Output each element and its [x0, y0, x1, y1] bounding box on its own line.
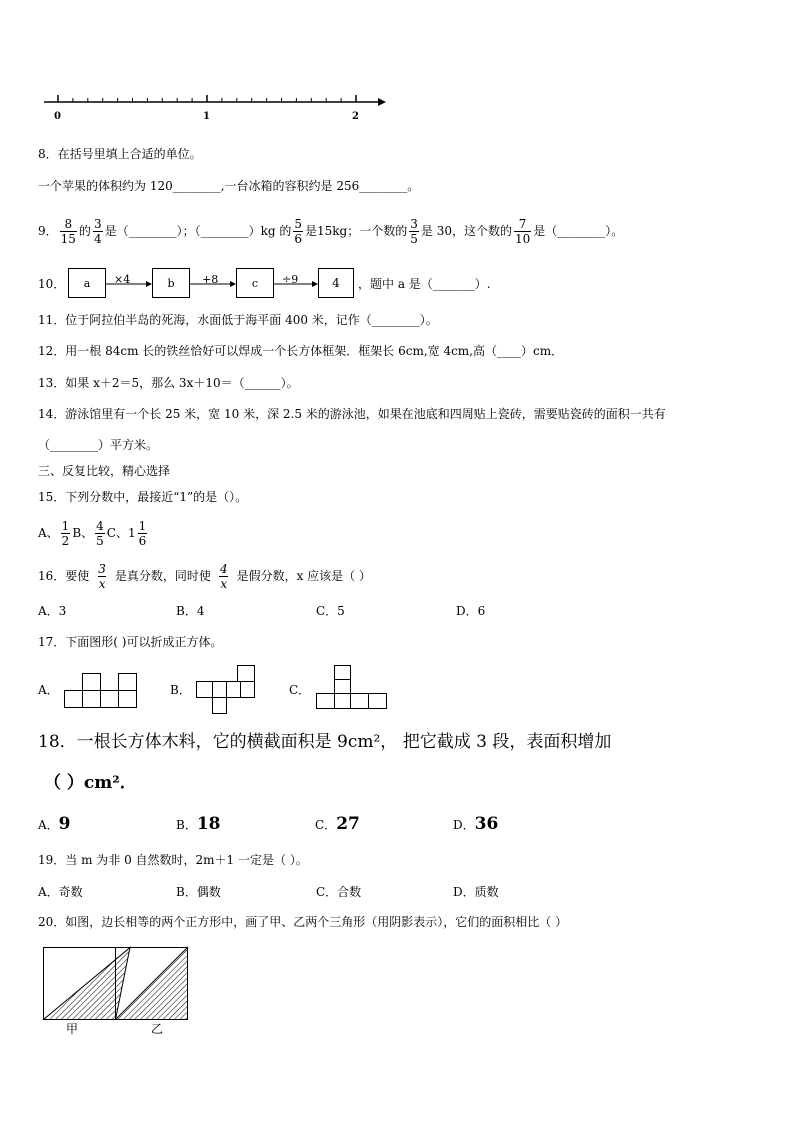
q10-op-add: +8: [202, 273, 219, 286]
q16-stem: [38, 561, 371, 591]
q9-fraction-4: $\frac{3}{5}$: [410, 216, 418, 246]
q9-text-of: 的: [78, 224, 91, 238]
q18-line1: [38, 730, 611, 754]
q19-option-c[interactable]: C．合数: [316, 885, 362, 899]
q18-line1-text: 18．一根长方体木料，它的横截面积是 9cm²， 把它截成 3 段，表面积增加: [38, 732, 612, 752]
q10-tail: ，题中 a 是（_______）.: [358, 277, 491, 291]
number-line: [40, 92, 390, 124]
q10-box-a: a: [68, 268, 106, 298]
q17-stem: 17．下面图形( )可以折成正方体。: [38, 635, 223, 649]
q18-option-a[interactable]: [38, 814, 71, 834]
q18-option-c[interactable]: [315, 814, 360, 834]
q17-net-a: [64, 672, 138, 708]
q14-line1: 14．游泳馆里有一个长 25 米，宽 10 米，深 2.5 米的游泳池，如果在池底和四周贴上瓷砖，需要贴瓷砖的面积一共有: [38, 407, 666, 421]
q19-option-d[interactable]: D．质数: [453, 885, 499, 899]
q17-option-a[interactable]: A．: [38, 683, 59, 697]
q10-box-c: c: [236, 268, 274, 298]
q10-box-b: b: [152, 268, 190, 298]
q9-number: 9．: [38, 224, 58, 238]
section-3-heading: 三、反复比较，精心选择: [38, 464, 171, 478]
number-line-label-0: 0: [54, 111, 61, 122]
q9-text-3: 是 30，这个数的: [420, 224, 512, 238]
q19-option-a[interactable]: A．奇数: [38, 885, 83, 899]
q16-fraction-1: $\frac{3}{x}$: [98, 561, 106, 591]
q10-number: 10．: [38, 277, 66, 291]
q14-line2: （________）平方米。: [38, 438, 159, 452]
q18-option-a-value: 9: [58, 814, 71, 834]
q16-text-1: 16．要使: [38, 569, 90, 583]
q16-text-2: 是真分数，同时使: [114, 569, 211, 583]
q9-text-4: 是（________）。: [533, 224, 624, 238]
q16-fraction-2: $\frac{4}{x}$: [219, 561, 228, 591]
q9-text-1: 是（________）；（________）kg 的: [104, 224, 292, 238]
q17-net-b: [196, 664, 258, 716]
q16-option-c[interactable]: C．5: [316, 604, 345, 618]
q20-stem: 20．如图，边长相等的两个正方形中，画了甲、乙两个三角形（用阴影表示），它们的面积相比（ ）: [38, 915, 568, 929]
q15-options: [38, 516, 149, 550]
q18-option-d-letter: D．: [453, 818, 475, 832]
q18-option-d[interactable]: [453, 814, 498, 834]
q19-stem: 19．当 m 为非 0 自然数时，2m＋1 一定是（ ）。: [38, 853, 308, 867]
number-line-label-2: 2: [352, 111, 359, 122]
q15-option-a-fraction: $\frac{1}{2}$: [61, 518, 70, 548]
q20-label-jia: 甲: [66, 1022, 79, 1036]
q9-fraction-2: $\frac{3}{4}$: [93, 216, 102, 246]
q8-text: 一个苹果的体积约为 120________,一台冰箱的容积约是 256________。: [38, 179, 420, 193]
q11: 11．位于阿拉伯半岛的死海，水面低于海平面 400 米，记作（________）。: [38, 313, 438, 327]
q18-option-b-value: 18: [196, 814, 221, 834]
number-line-label-1: 1: [203, 111, 210, 122]
q9: [38, 214, 623, 248]
q17-option-b[interactable]: B．: [170, 683, 191, 697]
q8-title: 8．在括号里填上合适的单位。: [38, 147, 202, 161]
q13: 13．如果 x＋2＝5，那么 3x＋10＝（______）。: [38, 376, 299, 390]
q16-text-3: 是假分数，x 应该是（ ）: [236, 569, 371, 583]
q15-option-a-label: A、: [38, 526, 59, 540]
q12: 12．用一根 84cm 长的铁丝恰好可以焊成一个长方体框架．框架长 6cm,宽 4cm,高（____）cm．: [38, 344, 564, 358]
q9-text-2: 是15kg；一个数的: [305, 224, 408, 238]
q15-option-b-label: B、: [72, 526, 94, 540]
q20-figure: [40, 944, 192, 1036]
q20-label-yi: 乙: [151, 1022, 164, 1036]
q18-option-a-letter: A．: [38, 818, 59, 832]
q10-op-divide: ÷9: [282, 273, 299, 286]
q18-option-c-letter: C．: [315, 818, 337, 832]
q18-option-d-value: 36: [474, 814, 499, 834]
q17-net-c: [316, 664, 388, 710]
q16-option-b[interactable]: B．4: [176, 604, 205, 618]
q16-option-d[interactable]: D．6: [456, 604, 486, 618]
q18-option-b-letter: B．: [176, 818, 197, 832]
q9-fraction-1: $\frac{8}{15}$: [60, 216, 76, 246]
q10-op-multiply: ×4: [114, 273, 131, 286]
q15-option-c-fraction: $\frac{1}{6}$: [138, 518, 147, 548]
q16-option-a[interactable]: A．3: [38, 604, 67, 618]
q20-triangle-jia: [44, 948, 131, 1020]
q15-option-b-fraction: $\frac{4}{5}$: [96, 518, 104, 548]
q15-stem: 15．下列分数中，最接近“1”的是（）。: [38, 490, 248, 504]
q18-line2: （ ）cm²．: [44, 773, 137, 793]
q19-option-b[interactable]: B．偶数: [176, 885, 221, 899]
q9-fraction-3: $\frac{5}{6}$: [294, 216, 302, 246]
q10-box-result: 4: [318, 268, 354, 298]
q18-option-b[interactable]: [176, 814, 221, 834]
q15-option-c-label: C、1: [106, 526, 136, 540]
q18-option-c-value: 27: [336, 814, 360, 834]
q17-option-c[interactable]: C．: [289, 683, 311, 697]
q9-fraction-5: $\frac{7}{10}$: [514, 216, 531, 246]
